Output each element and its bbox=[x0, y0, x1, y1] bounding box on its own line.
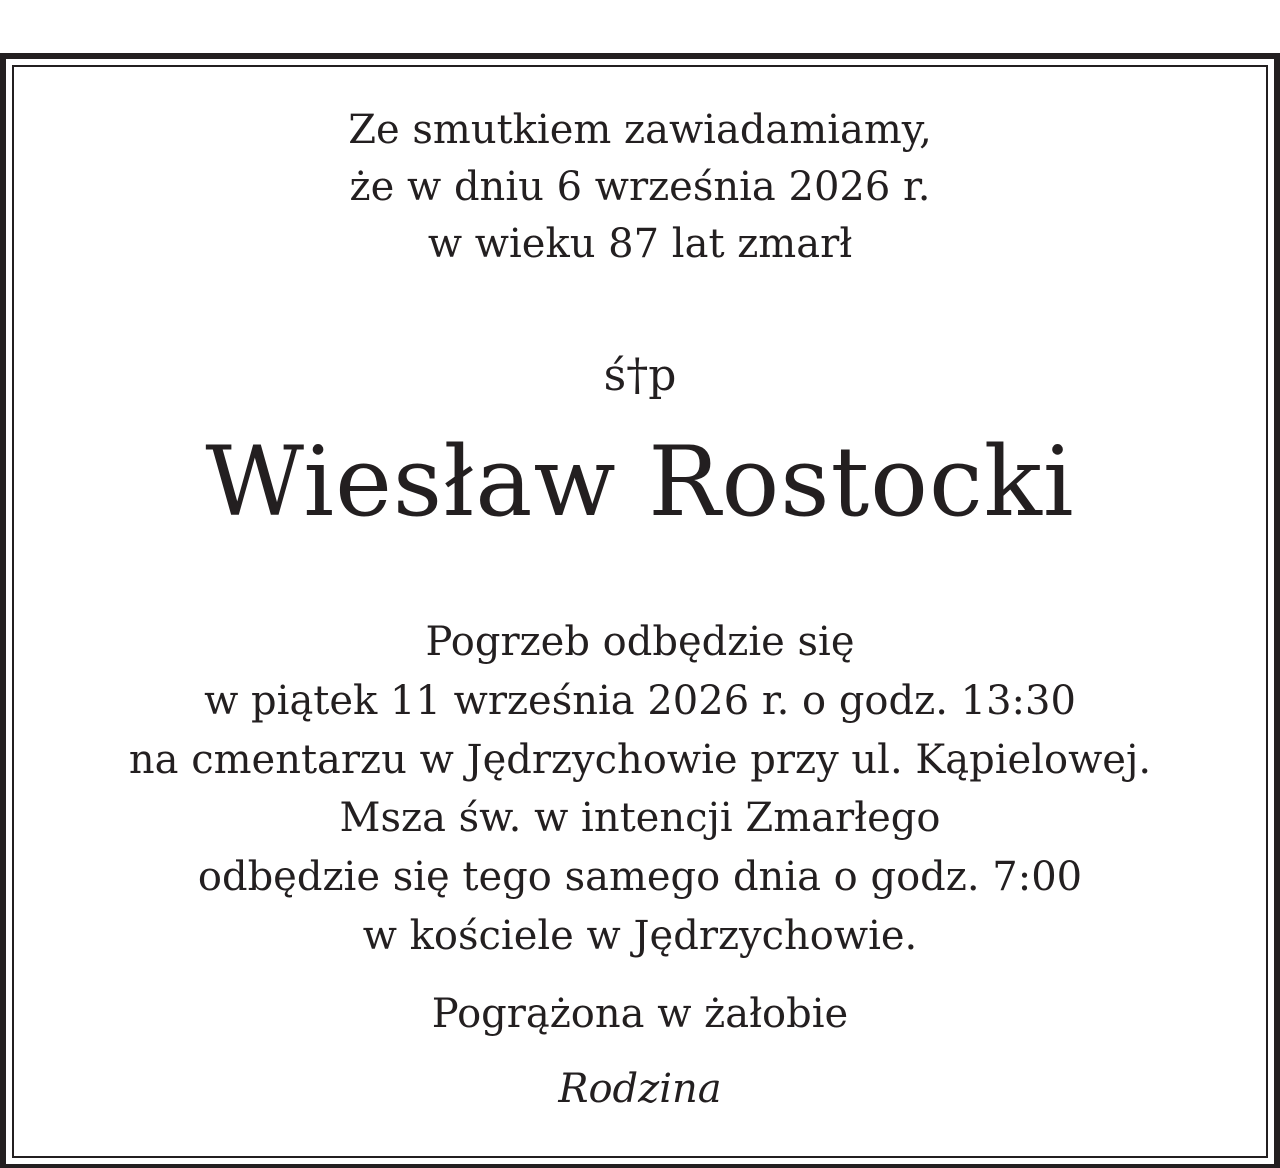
intro-line-2: że w dniu 6 września 2026 r. bbox=[349, 164, 931, 210]
intro-line-3: w wieku 87 lat zmarł bbox=[427, 221, 853, 267]
mourning-text: Pogrążona w żałobie bbox=[431, 991, 849, 1037]
funeral-line-2: w piątek 11 września 2026 r. o godz. 13:30 bbox=[204, 678, 1076, 724]
intro-line-1: Ze smutkiem zawiadamiamy, bbox=[348, 107, 932, 153]
funeral-line-4: Msza św. w intencji Zmarłego bbox=[339, 795, 941, 841]
funeral-line-1: Pogrzeb odbędzie się bbox=[425, 619, 855, 665]
funeral-line-5: odbędzie się tego samego dnia o godz. 7:00 bbox=[197, 854, 1083, 900]
funeral-line-3: na cmentarzu w Jędrzychowie przy ul. Kąpielowej. bbox=[128, 737, 1152, 783]
rip-abbreviation: ś†p bbox=[603, 350, 677, 401]
deceased-name: Wiesław Rostocki bbox=[205, 426, 1075, 538]
funeral-line-6: w kościele w Jędrzychowie. bbox=[362, 913, 918, 959]
signature: Rodzina bbox=[558, 1066, 722, 1112]
